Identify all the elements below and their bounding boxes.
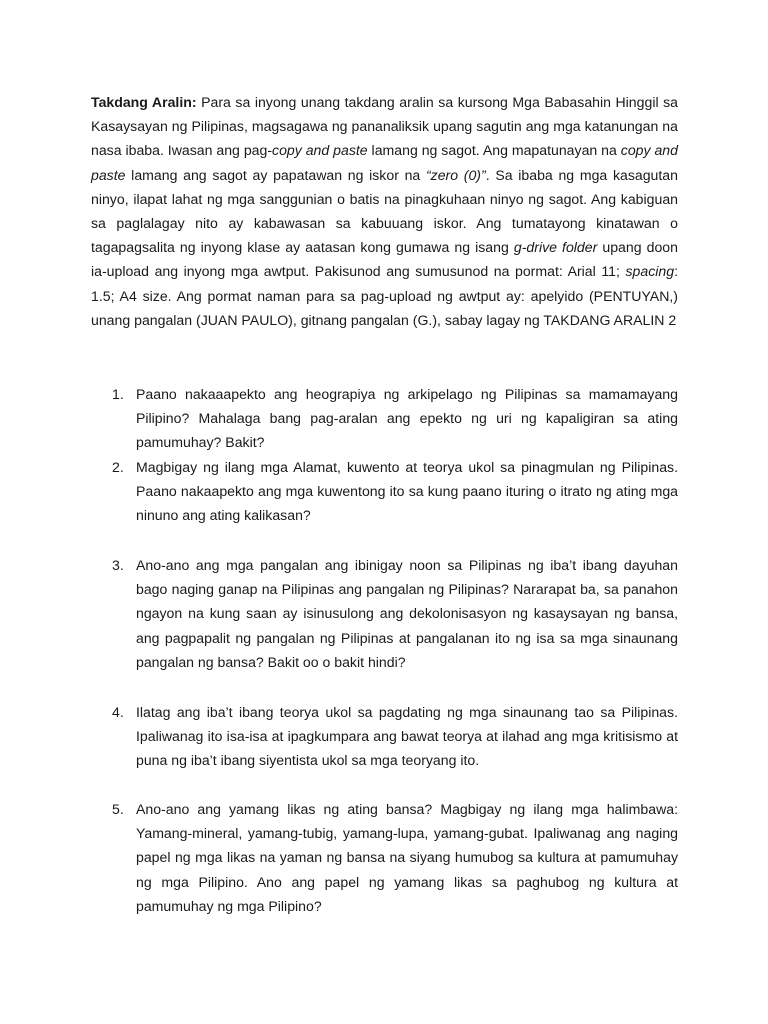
instructions-italic-1: copy and paste	[272, 142, 368, 159]
instructions-text-1: Para sa inyong unang takdang aralin sa kursong Mga Babasahin Hinggil sa Kasaysayan ng Pilipinas, magsagawa ng pananaliksik upang sagutin ang mga katanungan na nasa ibaba. Iwasan ang pag-	[91, 94, 679, 159]
question-text: Magbigay ng ilang mga Alamat, kuwento at teorya ukol sa pinagmulan ng Pilipinas. Paano nakaapekto ang mga kuwentong ito sa kung paano ituring o itrato ng ating mga ninuno ang ating kalikasan?	[136, 459, 678, 524]
instructions-italic-5: spacing	[625, 263, 675, 280]
instructions-text-3: lamang ang sagot ay papatawan ng iskor na	[125, 166, 426, 183]
question-number: 3.	[112, 557, 124, 573]
question-item-3	[112, 553, 678, 674]
question-text: Ano-ano ang mga pangalan ang ibinigay noon sa Pilipinas ng iba’t ibang dayuhan bago naging ganap na Pilipinas ang pangalan ng Pilipinas? Nararapat ba, sa panahon ngayon na kung saan ay isinusulong ang dekolonisasyon ng kasaysayan ng bansa, ang pagpapalit ng pangalan ng Pilipinas at pangalanan ito ng isa sa mga sinaunang pangalan ng bansa? Bakit oo o bakit hindi?	[136, 557, 678, 670]
instructions-text-5: upang doon ia-upload ang inyong mga awtput. Pakisunod ang sumusunod na pormat: Arial 11;	[91, 239, 678, 280]
question-text: Ano-ano ang yamang likas ng ating bansa? Magbigay ng ilang mga halimbawa: Yamang-mineral, yamang-tubig, yamang-lupa, yamang-gubat. Ipaliwanag ang naging papel ng mga likas na yaman ng bansa na siyang humubog sa kultura at pamumuhay ng mga Pilipino. Ano ang papel ng yamang likas sa paghubog ng kultura at pamumuhay ng mga Pilipino?	[136, 801, 678, 914]
question-number: 5.	[112, 801, 124, 817]
question-number: 2.	[112, 459, 124, 475]
assignment-instructions	[91, 90, 678, 332]
question-item-2	[112, 455, 678, 528]
question-number: 4.	[112, 704, 124, 720]
assignment-heading: Takdang Aralin:	[91, 94, 197, 110]
instructions-italic-3: “zero (0)”	[425, 166, 486, 183]
instructions-italic-2: copy and paste	[91, 142, 678, 183]
question-item-4	[112, 700, 678, 773]
question-item-1	[112, 382, 678, 455]
instructions-italic-4: g-drive folder	[513, 239, 598, 256]
question-number: 1.	[112, 386, 124, 402]
question-item-5	[112, 797, 678, 918]
instructions-text-4: . Sa ibaba ng mga kasagutan ninyo, ilapat lahat ng mga sanggunian o batis na pinagkuhaan ninyo ng sagot. Ang kabiguan sa paglalagay nito ay kabawasan sa kabuuang iskor. Ang tumatayong kinatawan o tagapagsalita ng inyong klase ay aatasan kong gumawa ng isang	[91, 166, 678, 256]
instructions-text-2: lamang ng sagot. Ang mapatunayan na	[367, 142, 621, 159]
instructions-text-6: : 1.5; A4 size. Ang pormat naman para sa pag-upload ng awtput ay: apelyido (PENTUYAN,) unang pangalan (JUAN PAULO), gitnang pangalan (G.), sabay lagay ng TAKDANG ARALIN 2	[91, 263, 678, 328]
question-text: Paano nakaaapekto ang heograpiya ng arkipelago ng Pilipinas sa mamamayang Pilipino? Mahalaga bang pag-aralan ang epekto ng uri ng kapaligiran sa ating pamumuhay? Bakit?	[136, 386, 678, 451]
question-text: Ilatag ang iba’t ibang teorya ukol sa pagdating ng mga sinaunang tao sa Pilipinas. Ipaliwanag ito isa-isa at ipagkumpara ang bawat teorya at ilahad ang mga kritisismo at puna ng iba’t ibang siyentista ukol sa mga teoryang ito.	[136, 704, 678, 769]
